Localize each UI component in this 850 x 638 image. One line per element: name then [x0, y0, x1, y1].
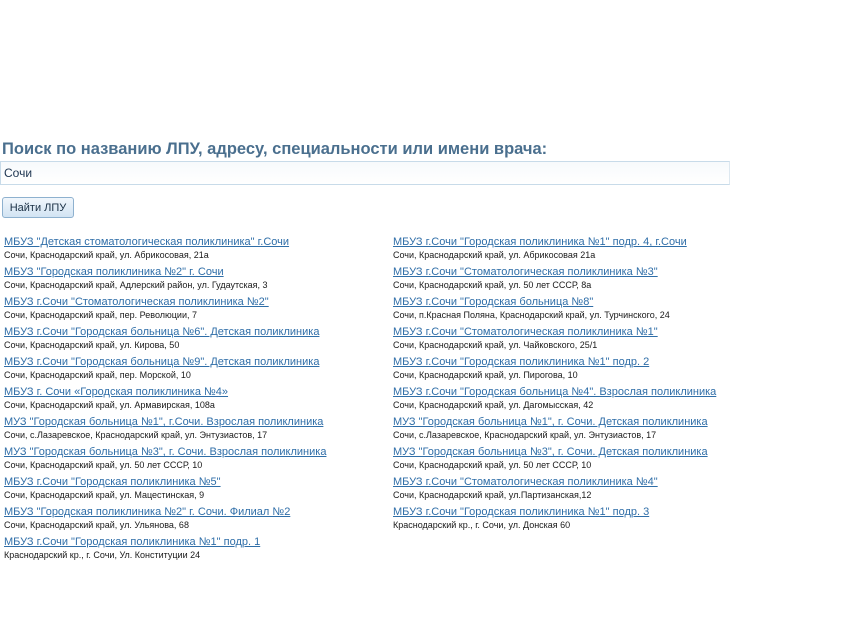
- result-address: Сочи, Краснодарский край, ул.Партизанская,12: [393, 490, 592, 500]
- result-address: Сочи, п.Красная Поляна, Краснодарский край, ул. Турчинского, 24: [393, 310, 670, 320]
- results-column-left: [4, 234, 384, 564]
- result-address: Сочи, Краснодарский край, ул. Чайковского, 25/1: [393, 340, 598, 350]
- result-link[interactable]: МБУЗ г.Сочи "Городская больница №9". Детская поликлиника: [4, 356, 320, 368]
- result-item: [4, 474, 384, 504]
- result-link[interactable]: МБУЗ "Детская стоматологическая поликлиника" г.Сочи: [4, 236, 290, 248]
- result-address: Сочи, Краснодарский край, Адлерский район, ул. Гудаутская, 3: [4, 280, 268, 290]
- result-address: Сочи, Краснодарский край, ул. Ульянова, 68: [4, 520, 189, 530]
- result-link[interactable]: МУЗ "Городская больница №3", г. Сочи. Взрослая поликлиника: [4, 446, 327, 458]
- result-address: Сочи, Краснодарский край, ул. 50 лет СССР, 10: [4, 460, 203, 470]
- search-heading: Поиск по названию ЛПУ, адресу, специальности или имени врача:: [2, 140, 548, 158]
- result-address: Сочи, Краснодарский край, ул. Кирова, 50: [4, 340, 180, 350]
- result-address: Сочи, Краснодарский край, ул. 50 лет СССР, 10: [393, 460, 592, 470]
- result-address: Краснодарский кр., г. Сочи, ул. Донская 60: [393, 520, 571, 530]
- result-address: Сочи, Краснодарский край, ул. Армавирская, 108а: [4, 400, 215, 410]
- result-link[interactable]: МБУЗ г.Сочи "Городская поликлиника №5": [4, 476, 221, 488]
- result-address: Сочи, Краснодарский край, ул. Абрикосовая, 21а: [4, 250, 209, 260]
- result-item: [4, 294, 384, 324]
- result-link[interactable]: МБУЗ "Городская поликлиника №2" г. Сочи. Филиал №2: [4, 506, 291, 518]
- result-item: [4, 324, 384, 354]
- result-link[interactable]: МБУЗ г.Сочи "Городская поликлиника №1" подр. 1: [4, 536, 261, 548]
- result-link[interactable]: МБУЗ г.Сочи "Стоматологическая поликлиника №3": [393, 266, 658, 278]
- result-item: [393, 264, 833, 294]
- result-item: [393, 474, 833, 504]
- result-address: Сочи, с.Лазаревское, Краснодарский край, ул. Энтузиастов, 17: [4, 430, 268, 440]
- result-item: [393, 414, 833, 444]
- result-address: Сочи, с.Лазаревское, Краснодарский край, ул. Энтузиастов, 17: [393, 430, 657, 440]
- result-item: [4, 234, 384, 264]
- result-address: Сочи, Краснодарский край, ул. Мацестинская, 9: [4, 490, 205, 500]
- result-link[interactable]: МБУЗ г.Сочи "Городская поликлиника №1" подр. 3: [393, 506, 650, 518]
- result-link[interactable]: МУЗ "Городская больница №1", г. Сочи. Детская поликлиника: [393, 416, 708, 428]
- result-link[interactable]: МБУЗ г.Сочи "Городская больница №8": [393, 296, 594, 308]
- result-link[interactable]: МБУЗ г.Сочи "Городская поликлиника №1" подр. 4, г.Сочи: [393, 236, 687, 248]
- result-item: [4, 384, 384, 414]
- result-link[interactable]: МБУЗ г.Сочи "Городская поликлиника №1" подр. 2: [393, 356, 650, 368]
- results-column-right: [393, 234, 833, 534]
- result-link[interactable]: МБУЗ г.Сочи "Стоматологическая поликлиника №1": [393, 326, 658, 338]
- result-item: [393, 294, 833, 324]
- result-link[interactable]: МБУЗ "Городская поликлиника №2" г. Сочи: [4, 266, 224, 278]
- result-item: [393, 444, 833, 474]
- result-item: [4, 534, 384, 564]
- result-address: Сочи, Краснодарский край, пер. Морской, 10: [4, 370, 191, 380]
- result-item: [393, 354, 833, 384]
- result-item: [4, 414, 384, 444]
- result-item: [393, 234, 833, 264]
- result-item: [4, 444, 384, 474]
- result-address: Сочи, Краснодарский край, ул. Пирогова, 10: [393, 370, 578, 380]
- result-item: [4, 264, 384, 294]
- result-address: Сочи, Краснодарский край, ул. 50 лет СССР, 8а: [393, 280, 592, 290]
- result-link[interactable]: МУЗ "Городская больница №1", г.Сочи. Взрослая поликлиника: [4, 416, 324, 428]
- result-link[interactable]: МБУЗ г.Сочи "Стоматологическая поликлиника №2": [4, 296, 269, 308]
- search-input[interactable]: [0, 161, 730, 185]
- result-item: [393, 504, 833, 534]
- result-item: [4, 354, 384, 384]
- result-link[interactable]: МБУЗ г. Сочи «Городская поликлиника №4»: [4, 386, 229, 398]
- result-link[interactable]: МБУЗ г.Сочи "Городская больница №6". Детская поликлиника: [4, 326, 320, 338]
- result-item: [393, 324, 833, 354]
- result-link[interactable]: МУЗ "Городская больница №3", г. Сочи. Детская поликлиника: [393, 446, 708, 458]
- result-item: [4, 504, 384, 534]
- result-link[interactable]: МБУЗ г.Сочи "Стоматологическая поликлиника №4": [393, 476, 658, 488]
- result-item: [393, 384, 833, 414]
- result-address: Сочи, Краснодарский край, ул. Абрикосовая 21а: [393, 250, 596, 260]
- find-lpu-button[interactable]: Найти ЛПУ: [2, 197, 74, 218]
- result-link[interactable]: МБУЗ г.Сочи "Городская больница №4". Взрослая поликлиника: [393, 386, 717, 398]
- result-address: Краснодарский кр., г. Сочи, Ул. Конституции 24: [4, 550, 201, 560]
- result-address: Сочи, Краснодарский край, ул. Дагомысская, 42: [393, 400, 594, 410]
- result-address: Сочи, Краснодарский край, пер. Революции, 7: [4, 310, 197, 320]
